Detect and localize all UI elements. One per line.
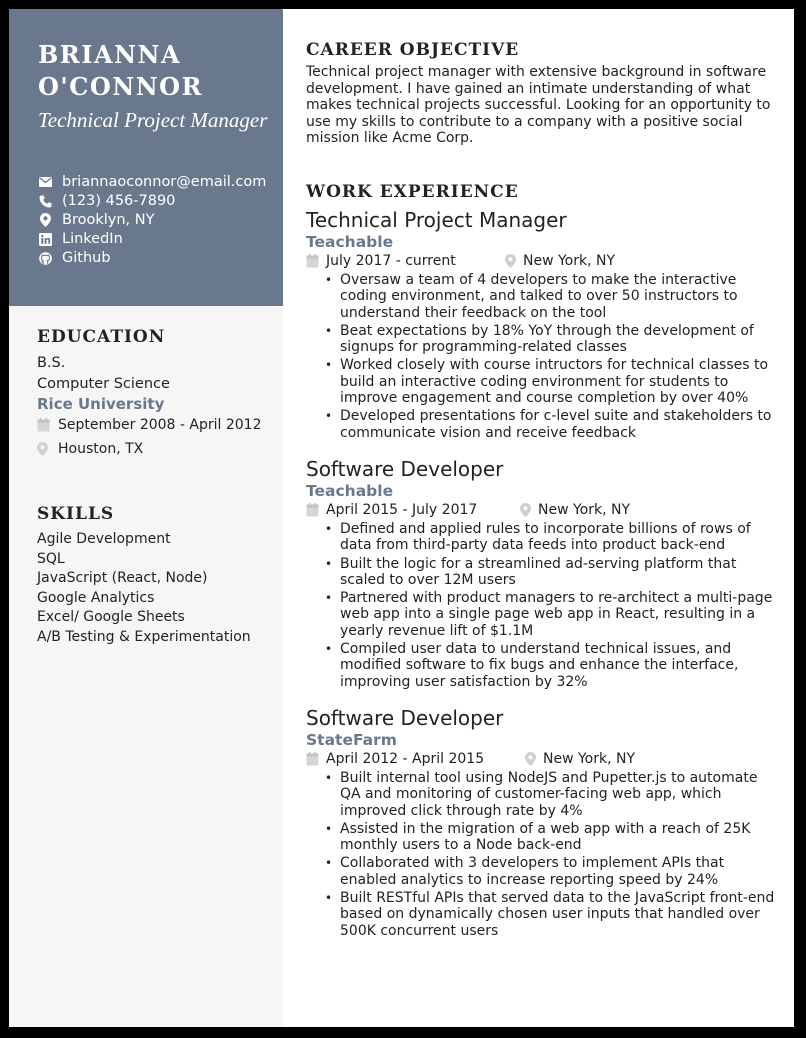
skill-item: SQL	[37, 550, 65, 567]
job-location: New York, NY	[523, 253, 616, 269]
job-location: New York, NY	[538, 501, 631, 518]
job-bullet: • Compiled user data to understand technical issues, and modified software to fix bugs and enhance the interface, improving user satisfaction by 32%	[306, 641, 776, 690]
contact-list	[38, 174, 268, 269]
job-bullet: • Built RESTful APIs that served data to the JavaScript front-end based on dynamically chosen user inputs that handled over 500K concurrent users	[306, 890, 776, 939]
contact-email[interactable]	[38, 174, 268, 190]
job-bullet: • Developed presentations for c-level suite and stakeholders to communicate vision and receive feedback	[306, 408, 776, 441]
job-bullet: • Defined and applied rules to incorporate billions of rows of data from third-party data feeds into product back-end	[306, 521, 776, 554]
calendar-icon	[306, 254, 319, 268]
linkedin-icon	[38, 231, 52, 247]
job-dates: July 2017 - current	[326, 253, 456, 269]
location-pin-icon	[520, 503, 531, 517]
job-bullet: • Built the logic for a streamlined ad-serving platform that scaled to over 12M users	[306, 556, 776, 589]
job-bullet: • Worked closely with course intructors for technical classes to build an interactive coding environment for students to improve engagement and course completion by over 40%	[306, 357, 776, 406]
contact-linkedin-text: LinkedIn	[62, 231, 123, 247]
education-title: EDUCATION	[37, 327, 166, 347]
job-dates: April 2012 - April 2015	[326, 750, 485, 767]
objective-title: CAREER OBJECTIVE	[306, 40, 520, 60]
contact-phone-text: (123) 456-7890	[62, 193, 176, 209]
candidate-name	[38, 39, 203, 103]
education-school: Rice University	[37, 395, 165, 413]
education-degree: B.S.	[37, 355, 66, 371]
skill-item: A/B Testing & Experimentation	[37, 628, 251, 645]
job-bullet: • Collaborated with 3 developers to implement APIs that enabled analytics to increase reporting speed by 24%	[306, 855, 776, 888]
job-bullets	[306, 770, 776, 939]
education-field: Computer Science	[37, 376, 170, 392]
job-meta	[306, 252, 776, 270]
envelope-icon	[38, 174, 52, 190]
work-section	[306, 182, 776, 941]
candidate-role: Technical Project Manager	[38, 108, 268, 132]
location-pin-icon	[505, 254, 516, 268]
contact-location-text: Brooklyn, NY	[62, 212, 155, 228]
job-title: Software Developer	[306, 456, 504, 481]
location-pin-icon	[525, 752, 536, 766]
calendar-icon	[306, 503, 319, 517]
calendar-icon	[37, 417, 51, 437]
location-pin-icon	[38, 212, 52, 228]
job-bullet: • Oversaw a team of 4 developers to make the interactive coding environment, and talked to over 50 instructors to understand their feedback on the tool	[306, 272, 776, 321]
skills-list	[37, 530, 267, 647]
contact-location	[38, 212, 268, 228]
calendar-icon	[306, 752, 319, 766]
contact-github[interactable]	[38, 250, 268, 266]
skills-section	[37, 504, 267, 647]
contact-phone[interactable]	[38, 193, 268, 209]
education-dates-row	[37, 417, 267, 437]
name-line-1: BRIANNA	[38, 40, 182, 69]
job-dates: April 2015 - July 2017	[326, 501, 478, 518]
contact-linkedin[interactable]	[38, 231, 268, 247]
job-bullets	[306, 521, 776, 690]
job-entry	[306, 706, 776, 939]
objective-section	[306, 40, 776, 147]
job-entry	[306, 457, 776, 690]
github-icon	[38, 250, 52, 266]
job-title: Technical Project Manager	[306, 208, 567, 232]
education-dates: September 2008 - April 2012	[58, 417, 262, 433]
job-company: Teachable	[306, 233, 394, 251]
job-location: New York, NY	[543, 750, 636, 767]
skill-item: Excel/ Google Sheets	[37, 609, 185, 625]
resume-page	[9, 9, 794, 1027]
job-bullet: • Built internal tool using NodeJS and Pupetter.js to automate QA and monitoring of customer-facing web app, which improved click through rate by 4%	[306, 770, 776, 819]
job-entry	[306, 208, 776, 441]
location-pin-icon	[37, 441, 51, 461]
work-title: WORK EXPERIENCE	[306, 182, 519, 202]
name-line-2: O'CONNOR	[38, 72, 203, 101]
job-company: StateFarm	[306, 730, 397, 749]
job-bullets	[306, 272, 776, 441]
job-bullet: • Partnered with product managers to re-architect a multi-page web app into a single page web app in React, resulting in a yearly revenue lift of $1.1M	[306, 590, 776, 639]
skill-item: JavaScript (React, Node)	[37, 570, 208, 586]
contact-github-text: Github	[62, 250, 111, 266]
job-title: Software Developer	[306, 705, 504, 730]
education-location: Houston, TX	[58, 441, 144, 457]
sidebar	[9, 9, 283, 1027]
job-bullet: • Beat expectations by 18% YoY through the development of signups for programming-related classes	[306, 323, 776, 356]
job-meta	[306, 501, 776, 519]
skill-item: Google Analytics	[37, 589, 155, 606]
skills-title: SKILLS	[37, 504, 115, 524]
job-meta	[306, 750, 776, 768]
education-location-row	[37, 441, 267, 461]
sidebar-header	[9, 9, 283, 306]
phone-icon	[38, 193, 52, 209]
job-bullet: • Assisted in the migration of a web app with a reach of 25K monthly users to a Node back-end	[306, 821, 776, 854]
job-company: Teachable	[306, 481, 394, 500]
contact-email-text: briannaoconnor@email.com	[62, 174, 267, 190]
objective-text: Technical project manager with extensive background in software development. I have gained an intimate understanding of what makes technical projects successful. Looking for an opportunity to use my skills to contribute to a company with a positive social mission like Acme Corp.	[306, 64, 771, 146]
education-section	[37, 327, 267, 461]
skill-item: Agile Development	[37, 531, 171, 547]
